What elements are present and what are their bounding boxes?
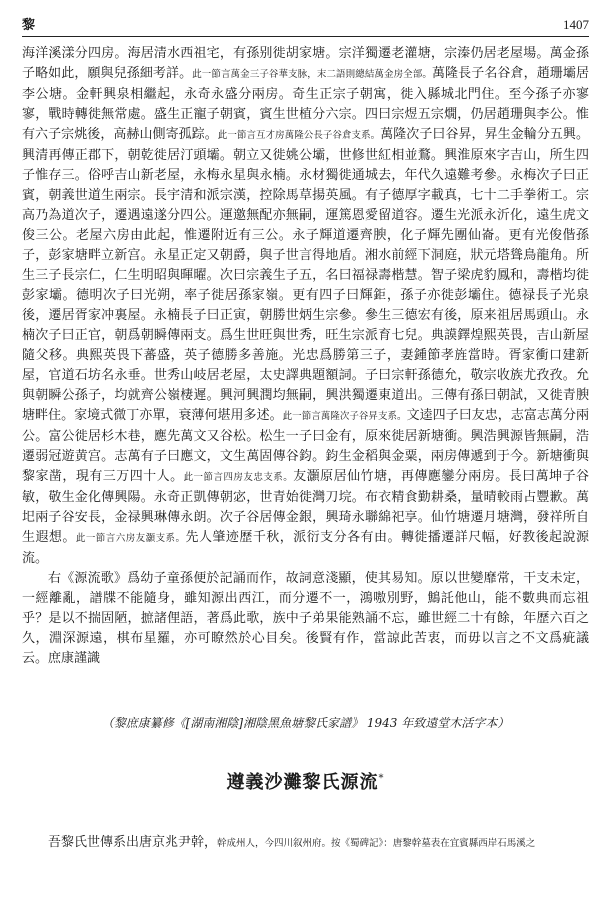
section-title-text: 遵義沙灘黎氏源流 (226, 772, 379, 793)
main-text (22, 44, 589, 669)
inline-note: 此一節言六房友灝支系。 (75, 533, 186, 544)
verse-text: 萬隆次子曰谷昇，昇生金輪分五興。興清再傳正郡下，朝乾徙居汀頭壩。朝立又徙姚公壩，世修世紅相並鶩。興淮原來字吉山，所生四子惟存三。俗呼吉山新老屋，永梅永星與永楠。永材獨徙通城去，年代久遠難考參。永梅次子曰正賓，朝義世道生兩宗。長宇清和派宗漢，控除馬草揚英風。有子德厚字載真，七十二手拳術工。宗高乃為道次子，遷遇遠遂分四公。運邀無配亦無嗣，運篤恩愛留道容。遷生光派永沂化，遠生虎文俊三公。老屋六房由此起，惟遷附近有三公。永子輝道遷齊腴，化子輝先團仙崙。更有光俊偕孫子，彭家塘畔立新宫。永星正定又朝爵，與子世言得地盾。湘水前經下洞庭，狀元塔聳鳥龍角。所生三子長宗仁，仁生明昭與暉曜。次曰宗義生子五，名曰福禄壽楷慧。智子梁虎豹鳳和，壽楷均徙彭家壩。德明次子曰光朔，率子徙居孫家嶺。更有四子曰輝鉅，孫子亦徙彭壩住。德禄長子光泉後，遷居胥家冲裏屋。永楠長子曰正寅，朝勝世炳生宗參。參生三德宏有後，原来祖居馬頭山。永楠次子曰正官，朝爲朝瞬傳兩支。爲生世旺與世秀，旺生宗派育七兒。典謨鐸煌熙英畏，吉山新屋隨父移。典熙英畏下蕃盛，英子德勝多善施。光忠爲勝第三子，妻鍾節孝旌當時。胥家衝口建新屋，官道石坊名永垂。世秀山岐居老屋，太史譯典題額詞。子曰宗軒孫德允，敬宗收族尤孜孜。允與朝瞬公孫子，均就齊公嶺棲遲。興河興潤均無嗣，興洪獨遷東道出。三傳有孫曰朝試，又徙青腴塘畔住。家境式微丁亦單，衰薄何堪用多述。 (22, 127, 589, 423)
inline-note: 幹成州人，今四川叙州府。按《蜀碑記》：唐黎幹墓表在宜賓縣西岸石馬溪之 (217, 838, 536, 849)
verse-text: 海洋溪漾分四房。海居清水西祖宅，有孫别徙胡家塘。宗洋獨遷老灌塘，宗溱仍居老屋場。萬金孫子略如此，願與兒孫細考詳。 (22, 46, 589, 81)
inline-note: 此一節言四房友忠支系。 (183, 472, 294, 483)
verse-text: 先人肇迹歷千秋，派衍支分各有由。轉徙播遷詳尺幅，好教後起說源流。 (22, 530, 589, 566)
inline-note: 此一節言互才房萬隆公長子谷倉支系。 (217, 130, 381, 141)
verse-text: 友灝原居仙竹塘，再傳應鑾分兩房。長曰萬坤子谷敏，敬生金化傳興陽。永奇正凱傳朝宓，世青始徙灣刀垸。布衣精食勤耕桑，量晴較雨占豐歉。萬圯兩子谷安長，金禄興琳傳永朗。次子谷居傳金銀，興琦永聯綿祀享。仙竹塘遷月塘灣，發祥所自生遐想。 (22, 469, 589, 545)
intro-text: 吾黎氏世傳系出唐京兆尹幹， (48, 835, 218, 850)
verse-text: 萬隆長子名谷倉，趙珊壩居李公塘。金軒興泉相繼起，永奇永盛分兩房。奇生正宗子朝寓，徙入縣城北門住。至今孫子亦寥寥，戰時轉徙無常處。盛生正寵子朝賓，賓生世植分六宗。四曰宗煜五宗燗，仍居趙珊與李公。惟有六子宗烑後，高赫山側寄孤踪。 (22, 66, 589, 142)
section-title (22, 768, 589, 794)
footnote-mark: * (378, 773, 385, 784)
verse-paragraph (22, 44, 589, 569)
verse-text: 文逵四子曰友忠，志富志萬分兩公。富公徙居杉木巷，應先萬文又谷松。松生一子曰金有，原來徙居新塘衝。興浩興源皆無嗣，浩遷弱冠遊黄宫。志萬有子曰應文，文生萬固傳谷鈞。鈞生金稻與金粟，兩房傳遞到于今。新塘衝與黎家凿，現有三万四十人。 (22, 408, 589, 484)
page-header (22, 18, 589, 37)
source-citation: （黎庶康纂修《[湖南湘陰]湘陰黑魚塘黎氏家譜》 1943 年致遠堂木活字本） (101, 716, 510, 730)
closing-paragraph: 右《源流歌》爲幼子童孫便於記誦而作，故詞意淺顯，使其易知。原以世變靡常，干支未定，一經離亂，譜牒不能隨身，雖知源出西江，而分遷不一，鴻嗷別野，鷦託他山，能不數典而忘祖乎？是以不揣固陋，摭諸俚語，著爲此歌，族中子弟果能熟誦不忘，雖世經二十有餘，年歷六百之久，淵深源遠，棋布星羅，亦可瞭然於心目矣。後賢有作，當諒此苦衷，而毋以言之不文爲疵議云。庶康謹識 (22, 571, 589, 666)
intro-paragraph (22, 833, 589, 854)
inline-note: 此一節言萬隆次子谷昇支系。 (282, 411, 407, 422)
running-header-section: 黎 (22, 18, 36, 33)
page-number: 1407 (563, 17, 589, 32)
inline-note: 此一節言萬金三子谷華支脉，末二語則總結萬金房全部。 (192, 69, 432, 80)
